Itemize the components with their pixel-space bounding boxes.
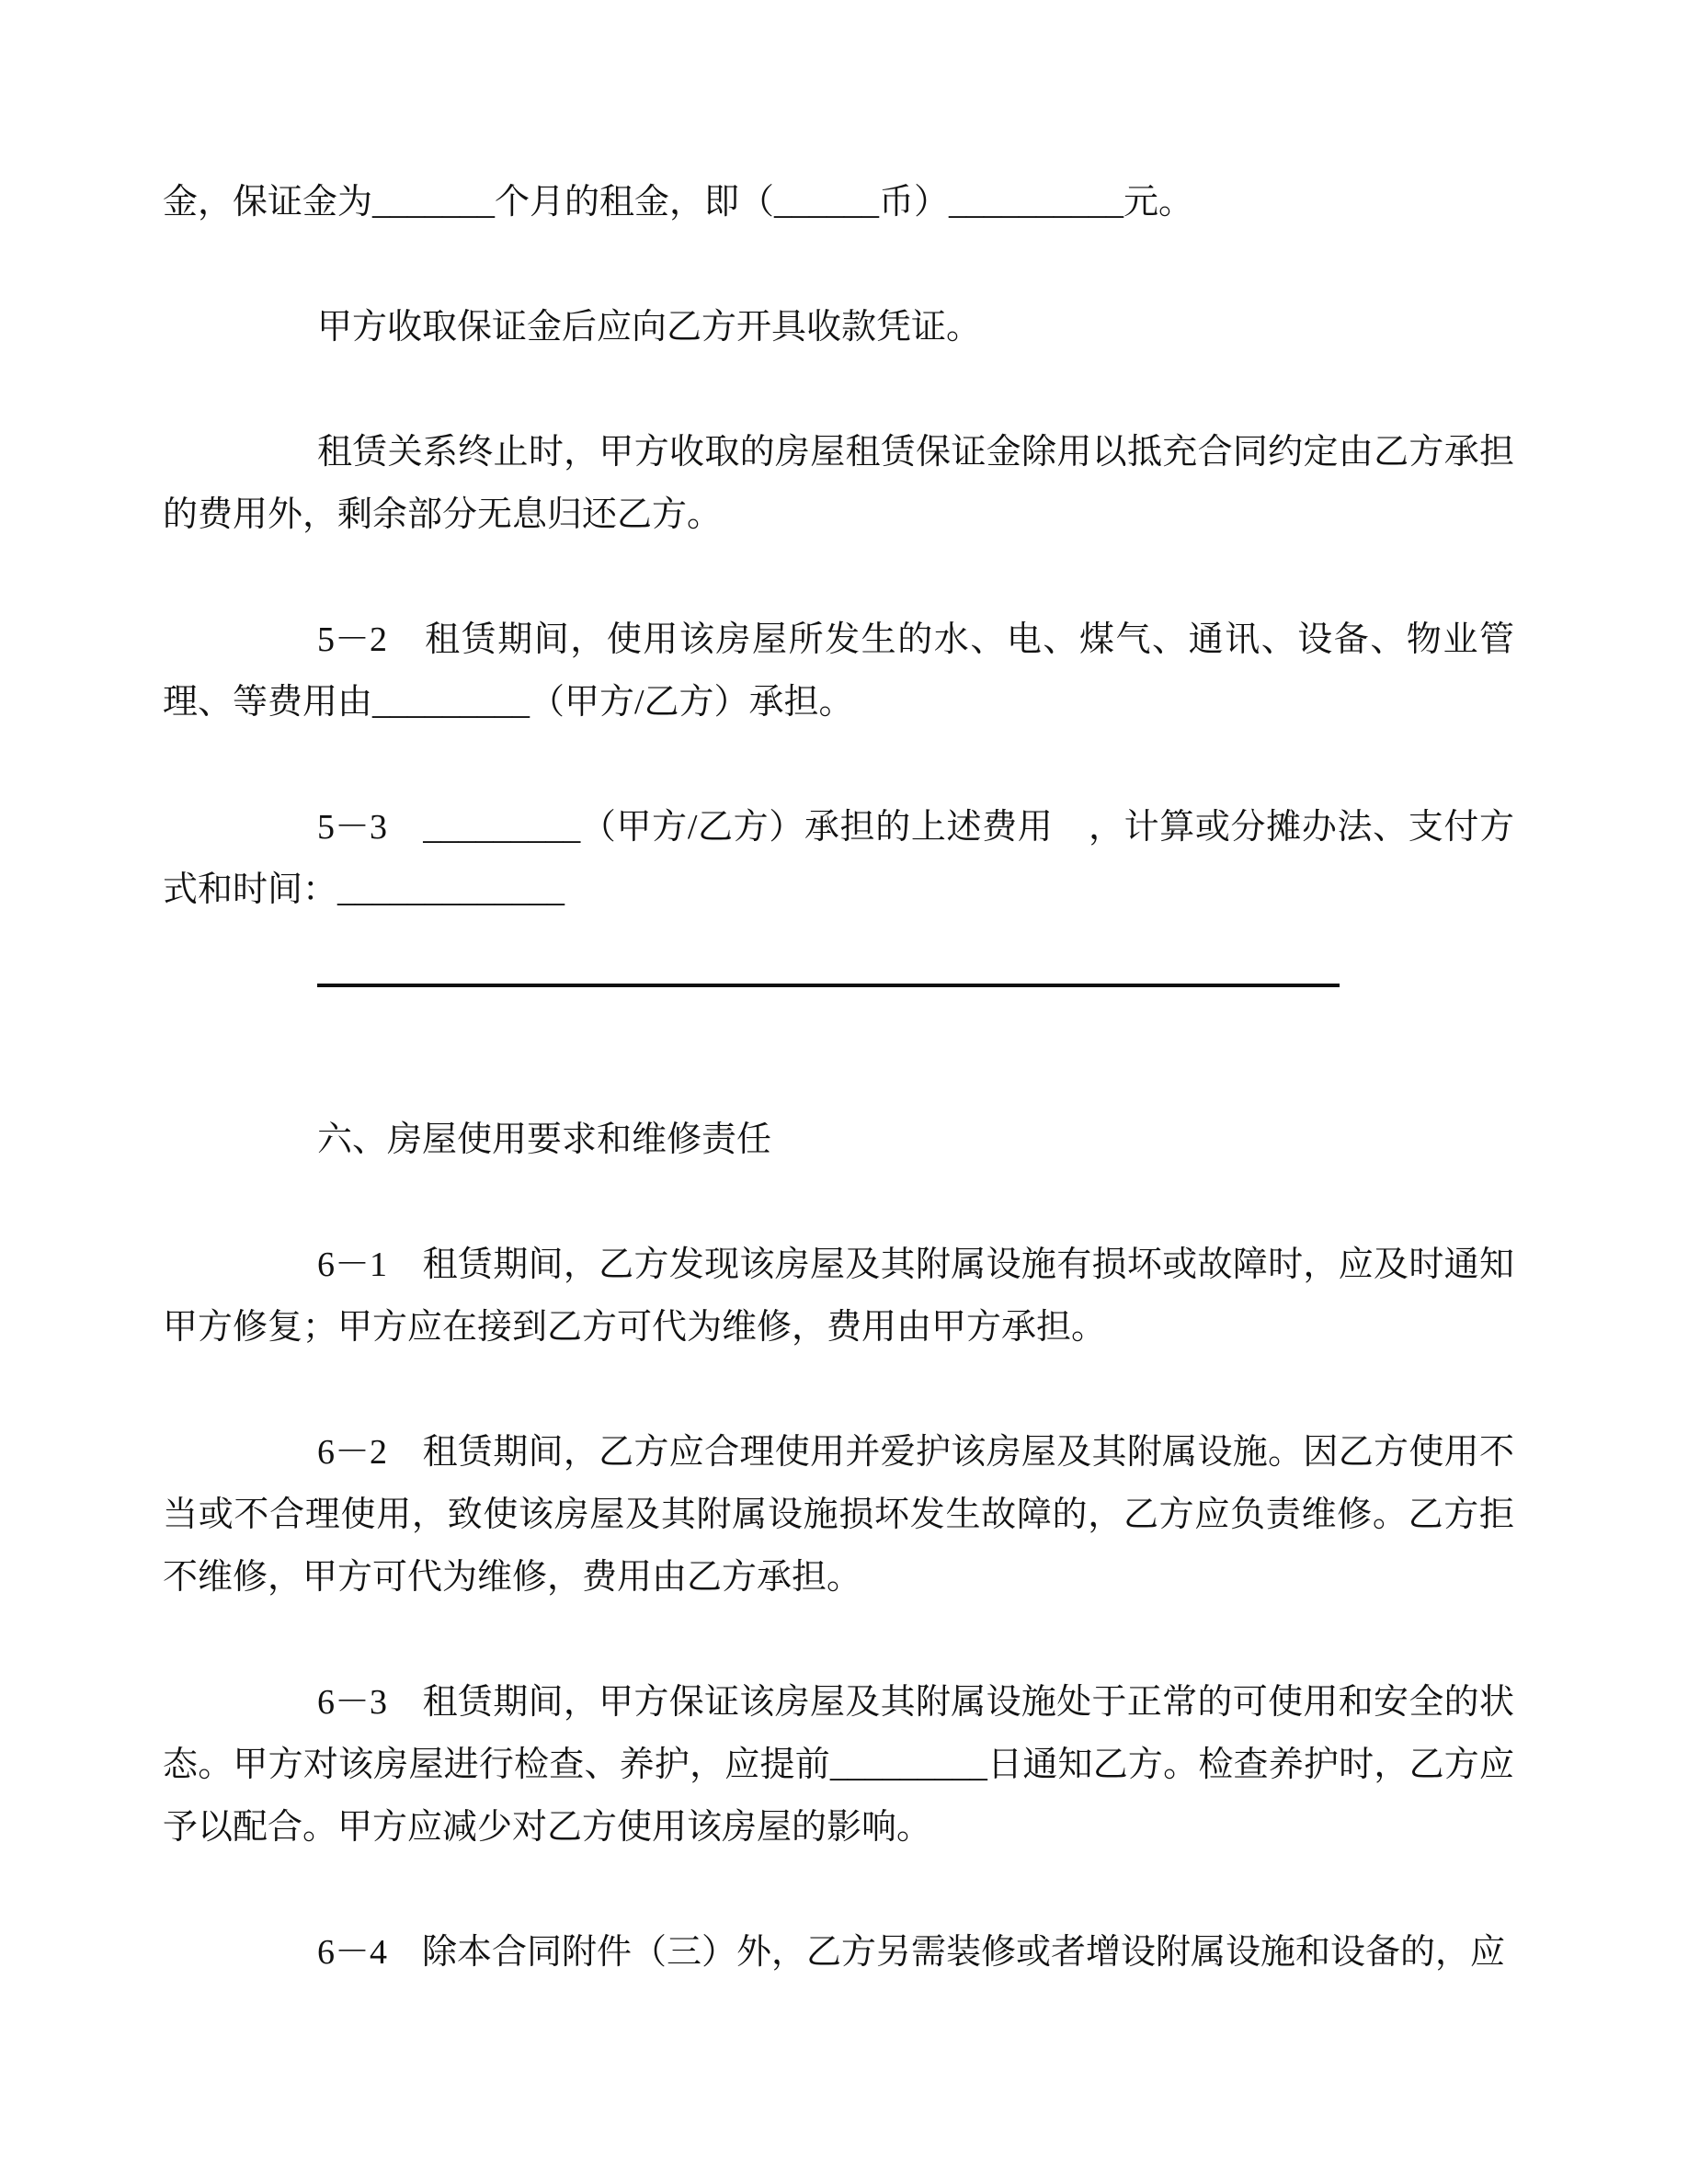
clause-6-4: 6－4 除本合同附件（三）外，乙方另需装修或者增设附属设施和设备的，应 <box>317 1933 1506 1972</box>
clause-deposit-return: 租赁关系终止时，甲方收取的房屋租赁保证金除用以抵充合同约定由乙方承担的费用外，剩余部分无息归还乙方。 <box>163 433 1514 534</box>
section-6-heading: 六、房屋使用要求和维修责任 <box>317 1120 772 1159</box>
fill-in-blank-rule <box>163 984 1514 1046</box>
clause-5-3: 5－3 _________（甲方/乙方）承担的上述费用 ，计算或分摊办法、支付方式和时间：_____________ <box>163 808 1514 909</box>
clause-5-2: 5－2 租赁期间，使用该房屋所发生的水、电、煤气、通讯、设备、物业管理、等费用由_________（甲方/乙方）承担。 <box>163 620 1514 722</box>
clause-6-3: 6－3 租赁期间，甲方保证该房屋及其附属设施处于正常的可使用和安全的状态。甲方对该房屋进行检查、养护，应提前_________日通知乙方。检查养护时，乙方应予以配合。甲方应减少对乙方使用该房屋的影响。 <box>163 1683 1514 1847</box>
clause-6-2: 6－2 租赁期间，乙方应合理使用并爱护该房屋及其附属设施。因乙方使用不当或不合理使用，致使该房屋及其附属设施损坏发生故障的，乙方应负责维修。乙方拒不维修，甲方可代为维修，费用由乙方承担。 <box>163 1433 1514 1597</box>
blank-underline <box>317 984 1340 987</box>
contract-page <box>163 171 1514 1984</box>
clause-6-1: 6－1 租赁期间，乙方发现该房屋及其附属设施有损坏或故障时，应及时通知甲方修复；甲方应在接到乙方可代为维修，费用由甲方承担。 <box>163 1246 1514 1347</box>
clause-deposit-continuation: 金，保证金为_______个月的租金，即（______币）__________元。 <box>163 183 1194 222</box>
clause-deposit-receipt: 甲方收取保证金后应向乙方开具收款凭证。 <box>317 308 982 347</box>
